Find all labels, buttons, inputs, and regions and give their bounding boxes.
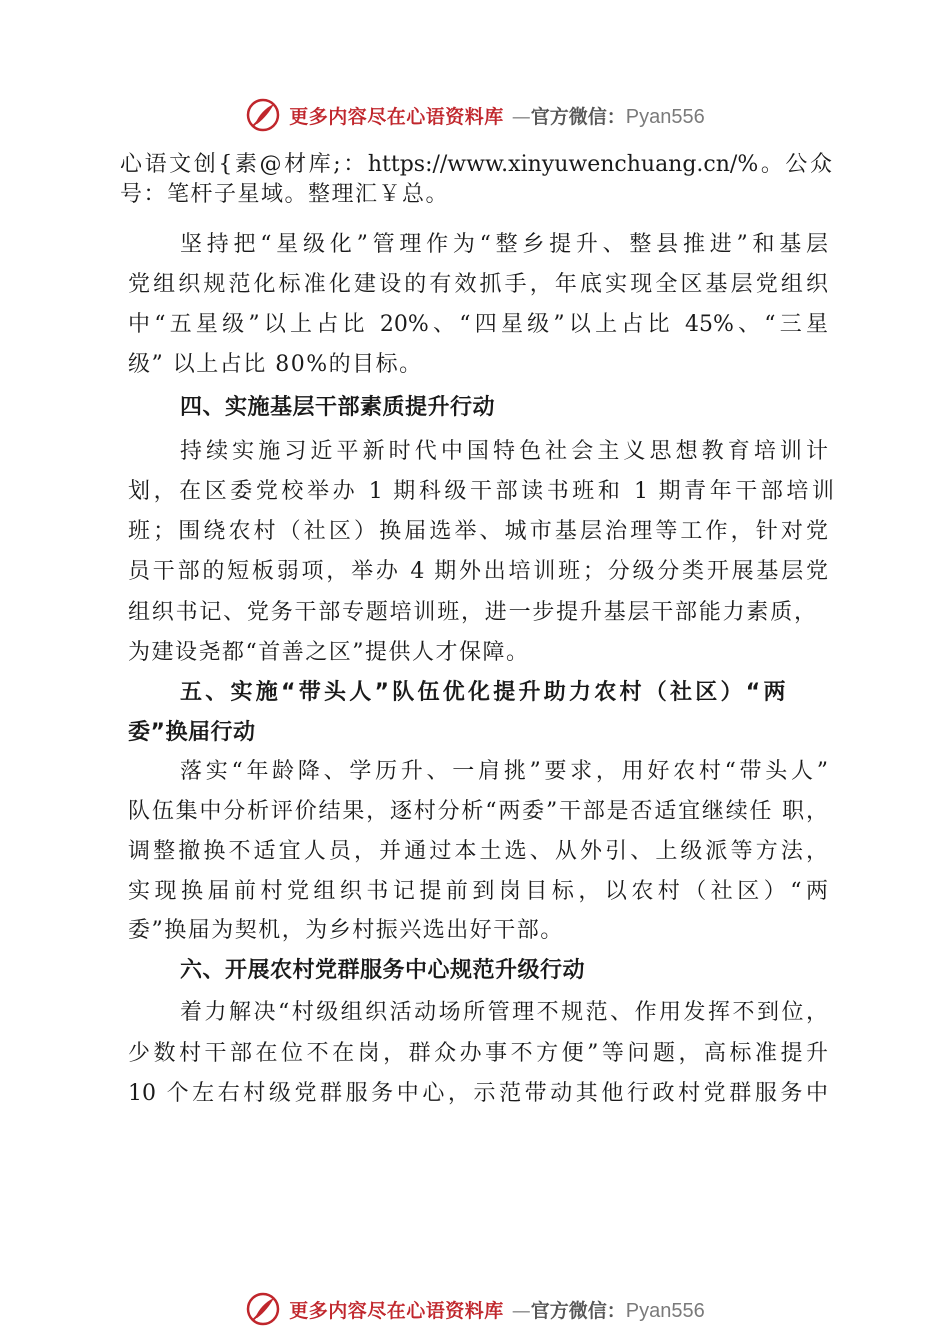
paragraph-line: 调整撤换不适宜人员，并通过本土选、从外引、上级派等方法， xyxy=(128,839,828,864)
paragraph-line: 少数村干部在位不在岗，群众办事不方便”等问题，高标准提升 xyxy=(128,1041,828,1066)
footer-banner xyxy=(0,1289,950,1329)
paragraph-line: 着力解决“村级组织活动场所管理不规范、作用发挥不到位， xyxy=(180,1000,828,1025)
banner-wechat-id: Pyan556 xyxy=(625,1299,705,1322)
paragraph-line: 班；围绕农村（社区）换届选举、城市基层治理等工作，针对党 xyxy=(128,519,828,544)
banner-wechat-id: Pyan556 xyxy=(625,105,705,128)
paragraph-line: 划，在区委党校举办 1 期科级干部读书班和 1 期青年干部培训 xyxy=(128,479,834,504)
text-line: 号：笔杆子星域。整理汇￥总。 xyxy=(120,182,450,207)
paragraph-line: 组织书记、党务干部专题培训班，进一步提升基层干部能力素质， xyxy=(128,600,816,625)
paragraph-line: 实现换届前村党组织书记提前到岗目标，以农村（社区）“两 xyxy=(128,879,828,904)
banner-library-text: 更多内容尽在心语资料库 xyxy=(289,1299,504,1322)
banner-dash: — xyxy=(511,1299,531,1322)
paragraph-line: 党组织规范化标准化建设的有效抓手，年底实现全区基层党组织 xyxy=(128,272,828,297)
paragraph-line: 10 个左右村级党群服务中心，示范带动其他行政村党群服务中 xyxy=(128,1081,828,1106)
paragraph-line: 队伍集中分析评价结果，逐村分析“两委”干部是否适宜继续任 职， xyxy=(128,799,828,824)
paragraph-line: 级” 以上占比 80%的目标。 xyxy=(128,352,423,377)
section-heading: 五、实施“带头人”队伍优化提升助力农村（社区）“两 xyxy=(180,680,786,705)
quill-logo-icon xyxy=(245,97,281,133)
banner-wechat-label: 官方微信： xyxy=(530,105,626,128)
section-heading: 六、开展农村党群服务中心规范升级行动 xyxy=(180,958,586,983)
paragraph-line: 中“五星级”以上占比 20%、“四星级”以上占比 45%、“三星 xyxy=(128,312,828,337)
section-heading: 四、实施基层干部素质提升行动 xyxy=(180,395,496,420)
paragraph-line: 委”换届为契机，为乡村振兴选出好干部。 xyxy=(128,918,564,943)
paragraph-line: 落实“年龄降、学历升、一肩挑”要求，用好农村“带头人” xyxy=(180,759,828,784)
banner-wechat-label: 官方微信： xyxy=(530,1299,626,1322)
quill-logo-icon xyxy=(245,1291,281,1327)
banner-wechat xyxy=(512,102,705,129)
banner-wechat xyxy=(512,1296,705,1323)
header-banner xyxy=(0,95,950,135)
banner-dash: — xyxy=(511,105,531,128)
text-line: 心语文创{素@材库;：https://www.xinyuwenchuang.cn/%。公众 xyxy=(120,152,832,177)
paragraph-line: 坚持把“星级化”管理作为“整乡提升、整县推进”和基层 xyxy=(180,232,828,257)
section-heading-continued: 委”换届行动 xyxy=(128,720,256,745)
paragraph-line: 持续实施习近平新时代中国特色社会主义思想教育培训计 xyxy=(180,439,828,464)
paragraph-line: 员干部的短板弱项，举办 4 期外出培训班；分级分类开展基层党 xyxy=(128,559,828,584)
banner-library-text: 更多内容尽在心语资料库 xyxy=(289,105,504,128)
paragraph-line: 为建设尧都“首善之区”提供人才保障。 xyxy=(128,640,530,665)
